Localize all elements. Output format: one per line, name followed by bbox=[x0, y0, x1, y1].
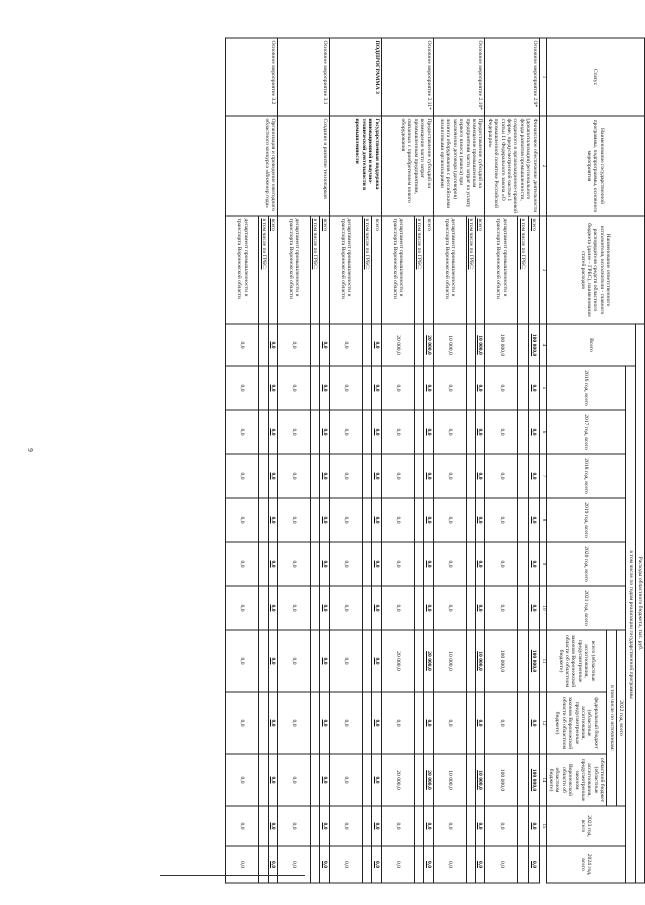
row-source-label: департамент промышленности и транспорта Воронежской области bbox=[485, 216, 518, 324]
header-source-name: Наименование ответственного исполнителя, исполнителя - главного распорядителя средств областного бюджета (далее - ГРБС), наименование статей расходов bbox=[546, 216, 644, 324]
value-cell bbox=[311, 454, 320, 498]
value-cell: 0,0 bbox=[372, 542, 381, 586]
header-by-years: в том числе по годам реализации государственной программы bbox=[626, 366, 635, 883]
value-cell: 0,0 bbox=[381, 454, 414, 498]
row-status: Основное мероприятие 2.9* bbox=[485, 38, 539, 116]
value-cell: 20 000,0 bbox=[424, 324, 433, 366]
value-cell: 0,0 bbox=[226, 454, 259, 498]
value-cell bbox=[311, 542, 320, 586]
value-cell: 0,0 bbox=[226, 586, 259, 630]
value-cell: 0,0 bbox=[424, 410, 433, 454]
value-cell: 0,0 bbox=[424, 366, 433, 410]
table-row bbox=[268, 38, 277, 883]
value-cell: 0,0 bbox=[372, 410, 381, 454]
value-cell bbox=[311, 846, 320, 883]
value-cell bbox=[362, 542, 371, 586]
value-cell bbox=[362, 366, 371, 410]
header-2023: 2023 год, всего bbox=[546, 806, 626, 846]
value-cell: 0,0 bbox=[320, 498, 329, 542]
value-cell bbox=[362, 586, 371, 630]
value-cell: 0,0 bbox=[475, 692, 484, 754]
row-status: Основное мероприятие 2.11* bbox=[381, 38, 433, 116]
row-source-label: в том числе по ГРБС: bbox=[518, 216, 529, 324]
value-cell: 0,0 bbox=[475, 846, 484, 883]
value-cell: 0,0 bbox=[268, 454, 277, 498]
value-cell: 0,0 bbox=[329, 806, 362, 846]
value-cell: 0,0 bbox=[320, 692, 329, 754]
value-cell: 0,0 bbox=[529, 846, 540, 883]
value-cell bbox=[466, 630, 475, 692]
value-cell bbox=[518, 454, 529, 498]
value-cell bbox=[311, 324, 320, 366]
value-cell: 0,0 bbox=[278, 754, 311, 806]
value-cell bbox=[311, 630, 320, 692]
value-cell bbox=[466, 806, 475, 846]
value-cell: 0,0 bbox=[485, 692, 518, 754]
table-row bbox=[372, 38, 381, 883]
value-cell: 0,0 bbox=[329, 498, 362, 542]
value-cell bbox=[362, 754, 371, 806]
header-total: Всего bbox=[546, 324, 635, 366]
value-cell: 100 000,0 bbox=[529, 754, 540, 806]
value-cell: 0,0 bbox=[226, 806, 259, 846]
value-cell: 0,0 bbox=[529, 410, 540, 454]
row-status: ПОДПРОГРАММА 3 bbox=[329, 38, 381, 116]
value-cell: 0,0 bbox=[268, 630, 277, 692]
value-cell: 10 000,0 bbox=[475, 754, 484, 806]
value-cell bbox=[518, 542, 529, 586]
header-2022-reg: областной бюджет (областные ассигнования, предусмотренные законом Воронежской области об областном бюджете) bbox=[546, 754, 607, 806]
header-2019: 2019 год, всего bbox=[546, 498, 626, 542]
value-cell bbox=[259, 630, 268, 692]
row-program-name: Государственная поддержка инновационной и научно-технической деятельности в промышленности bbox=[329, 116, 381, 216]
value-cell: 0,0 bbox=[475, 586, 484, 630]
value-cell: 20 000,0 bbox=[381, 754, 414, 806]
value-cell: 0,0 bbox=[433, 692, 466, 754]
value-cell: 0,0 bbox=[372, 454, 381, 498]
value-cell bbox=[259, 692, 268, 754]
value-cell bbox=[259, 410, 268, 454]
row-source-label: в том числе по ГРБС: bbox=[466, 216, 475, 324]
value-cell: 100 000,0 bbox=[485, 324, 518, 366]
row-source-label: всего bbox=[268, 216, 277, 324]
value-cell: 0,0 bbox=[268, 498, 277, 542]
value-cell: 0,0 bbox=[226, 324, 259, 366]
row-source-label: в том числе по ГРБС: bbox=[414, 216, 423, 324]
value-cell: 0,0 bbox=[529, 692, 540, 754]
value-cell bbox=[311, 754, 320, 806]
value-cell: 0,0 bbox=[475, 410, 484, 454]
value-cell: 0,0 bbox=[329, 692, 362, 754]
row-source-label: всего bbox=[475, 216, 484, 324]
value-cell: 0,0 bbox=[320, 806, 329, 846]
value-cell bbox=[362, 498, 371, 542]
column-number: 9 bbox=[539, 542, 546, 586]
row-source-label: департамент промышленности и транспорта Воронежской области bbox=[329, 216, 362, 324]
header-2020: 2020 год, всего bbox=[546, 542, 626, 586]
value-cell bbox=[259, 806, 268, 846]
value-cell: 0,0 bbox=[268, 542, 277, 586]
value-cell: 0,0 bbox=[381, 410, 414, 454]
value-cell: 0,0 bbox=[320, 366, 329, 410]
header-2022-incl: в том числе по источникам: bbox=[608, 631, 616, 806]
value-cell bbox=[259, 846, 268, 883]
row-source-label: в том числе по ГРБС: bbox=[259, 216, 268, 324]
value-cell bbox=[414, 754, 423, 806]
header-2018: 2018 год, всего bbox=[546, 454, 626, 498]
value-cell: 0,0 bbox=[320, 324, 329, 366]
header-status: Статус bbox=[546, 38, 644, 116]
value-cell bbox=[466, 846, 475, 883]
value-cell: 0,0 bbox=[329, 846, 362, 883]
value-cell: 100 000,0 bbox=[485, 630, 518, 692]
header-2022-fed: федеральный бюджет (областные ассигнования, предусмотренные законом Воронежской области об областном бюджете) bbox=[546, 692, 607, 754]
header-program-name: Наименование государственной программы, подпрограммы, основного мероприятия bbox=[546, 116, 644, 216]
value-cell bbox=[414, 630, 423, 692]
value-cell bbox=[414, 454, 423, 498]
value-cell bbox=[259, 542, 268, 586]
value-cell: 0,0 bbox=[268, 806, 277, 846]
value-cell: 0,0 bbox=[372, 366, 381, 410]
value-cell bbox=[311, 410, 320, 454]
value-cell bbox=[518, 366, 529, 410]
value-cell: 0,0 bbox=[485, 366, 518, 410]
value-cell bbox=[414, 806, 423, 846]
column-number: 5 bbox=[539, 366, 546, 410]
value-cell: 0,0 bbox=[372, 630, 381, 692]
column-number: 6 bbox=[539, 410, 546, 454]
header-2022-total: всего (областные ассигнования, предусмотренные законом Воронежской области об областном бюджете) bbox=[546, 630, 607, 692]
value-cell: 0,0 bbox=[320, 630, 329, 692]
value-cell: 0,0 bbox=[278, 692, 311, 754]
value-cell: 0,0 bbox=[320, 586, 329, 630]
value-cell bbox=[518, 410, 529, 454]
value-cell bbox=[311, 806, 320, 846]
value-cell: 0,0 bbox=[226, 410, 259, 454]
value-cell bbox=[518, 754, 529, 806]
value-cell: 0,0 bbox=[320, 454, 329, 498]
value-cell: 0,0 bbox=[329, 324, 362, 366]
value-cell bbox=[466, 754, 475, 806]
value-cell bbox=[414, 366, 423, 410]
value-cell: 0,0 bbox=[475, 542, 484, 586]
value-cell: 0,0 bbox=[433, 498, 466, 542]
value-cell: 0,0 bbox=[278, 542, 311, 586]
value-cell: 0,0 bbox=[424, 806, 433, 846]
value-cell: 0,0 bbox=[475, 498, 484, 542]
value-cell bbox=[259, 324, 268, 366]
value-cell: 0,0 bbox=[381, 586, 414, 630]
value-cell: 0,0 bbox=[372, 806, 381, 846]
value-cell: 20 000,0 bbox=[424, 754, 433, 806]
value-cell: 0,0 bbox=[381, 542, 414, 586]
row-source-label: всего bbox=[529, 216, 540, 324]
value-cell: 0,0 bbox=[226, 692, 259, 754]
value-cell: 0,0 bbox=[226, 630, 259, 692]
column-number: 2 bbox=[539, 116, 546, 216]
value-cell bbox=[518, 324, 529, 366]
value-cell: 20 000,0 bbox=[424, 630, 433, 692]
value-cell: 0,0 bbox=[329, 454, 362, 498]
value-cell bbox=[414, 586, 423, 630]
value-cell: 0,0 bbox=[529, 498, 540, 542]
row-source-label: департамент промышленности и транспорта Воронежской области bbox=[278, 216, 311, 324]
value-cell: 0,0 bbox=[278, 806, 311, 846]
row-source-label: всего bbox=[372, 216, 381, 324]
value-cell: 0,0 bbox=[268, 410, 277, 454]
value-cell: 0,0 bbox=[372, 754, 381, 806]
value-cell bbox=[362, 324, 371, 366]
value-cell: 100 000,0 bbox=[485, 754, 518, 806]
value-cell: 0,0 bbox=[226, 498, 259, 542]
column-number: 15 bbox=[539, 806, 546, 846]
row-program-name: Организация и проведение ежегодного областного конкурса «Инженер года» bbox=[226, 116, 278, 216]
value-cell: 10 000,0 bbox=[433, 630, 466, 692]
row-source-label: в том числе по ГРБС: bbox=[311, 216, 320, 324]
value-cell: 0,0 bbox=[226, 366, 259, 410]
value-cell: 0,0 bbox=[381, 366, 414, 410]
table-row bbox=[320, 38, 329, 883]
row-source-label: в том числе по ГРБС: bbox=[362, 216, 371, 324]
column-number: 1 bbox=[539, 38, 546, 116]
value-cell: 10 000,0 bbox=[475, 324, 484, 366]
value-cell bbox=[311, 692, 320, 754]
value-cell bbox=[311, 586, 320, 630]
value-cell: 0,0 bbox=[529, 806, 540, 846]
value-cell: 0,0 bbox=[381, 692, 414, 754]
value-cell bbox=[414, 498, 423, 542]
value-cell: 0,0 bbox=[278, 366, 311, 410]
value-cell: 0,0 bbox=[485, 542, 518, 586]
value-cell bbox=[518, 846, 529, 883]
page-number: 9 bbox=[26, 448, 34, 452]
value-cell bbox=[466, 586, 475, 630]
value-cell: 0,0 bbox=[278, 630, 311, 692]
value-cell: 0,0 bbox=[529, 542, 540, 586]
value-cell: 0,0 bbox=[424, 692, 433, 754]
value-cell bbox=[259, 366, 268, 410]
value-cell: 0,0 bbox=[485, 410, 518, 454]
row-source-label: департамент промышленности и транспорта Воронежской области bbox=[226, 216, 259, 324]
value-cell bbox=[362, 630, 371, 692]
header-2016: 2016 год, всего bbox=[546, 366, 626, 410]
value-cell bbox=[466, 454, 475, 498]
value-cell: 0,0 bbox=[372, 324, 381, 366]
value-cell: 0,0 bbox=[226, 846, 259, 883]
value-cell: 0,0 bbox=[485, 846, 518, 883]
value-cell: 0,0 bbox=[529, 586, 540, 630]
table-row bbox=[475, 38, 484, 883]
row-source-label: всего bbox=[424, 216, 433, 324]
value-cell: 0,0 bbox=[475, 806, 484, 846]
value-cell: 0,0 bbox=[320, 846, 329, 883]
value-cell: 10 000,0 bbox=[433, 324, 466, 366]
budget-table bbox=[225, 38, 645, 884]
row-status: Основное мероприятие 3.1 bbox=[278, 38, 330, 116]
column-number: 3 bbox=[539, 216, 546, 324]
value-cell: 0,0 bbox=[485, 498, 518, 542]
value-cell: 0,0 bbox=[424, 498, 433, 542]
header-2017: 2017 год, всего bbox=[546, 410, 626, 454]
value-cell: 0,0 bbox=[329, 754, 362, 806]
value-cell: 0,0 bbox=[320, 410, 329, 454]
value-cell: 0,0 bbox=[372, 586, 381, 630]
value-cell: 0,0 bbox=[529, 454, 540, 498]
value-cell bbox=[259, 454, 268, 498]
value-cell bbox=[362, 806, 371, 846]
value-cell: 10 000,0 bbox=[433, 754, 466, 806]
value-cell bbox=[518, 692, 529, 754]
value-cell: 0,0 bbox=[433, 806, 466, 846]
value-cell: 0,0 bbox=[424, 846, 433, 883]
value-cell: 0,0 bbox=[268, 324, 277, 366]
value-cell: 0,0 bbox=[475, 454, 484, 498]
value-cell: 0,0 bbox=[529, 366, 540, 410]
value-cell: 0,0 bbox=[268, 692, 277, 754]
row-status: Основное мероприятие 3.2 bbox=[226, 38, 278, 116]
value-cell: 0,0 bbox=[268, 754, 277, 806]
column-number: 10 bbox=[539, 586, 546, 630]
value-cell bbox=[518, 630, 529, 692]
value-cell bbox=[362, 846, 371, 883]
value-cell: 0,0 bbox=[329, 630, 362, 692]
value-cell: 100 000,0 bbox=[529, 630, 540, 692]
value-cell bbox=[414, 324, 423, 366]
value-cell: 0,0 bbox=[268, 366, 277, 410]
header-expenses-title: Расходы областного бюджета, тыс. руб. bbox=[635, 324, 644, 883]
table-row bbox=[529, 38, 540, 883]
value-cell: 0,0 bbox=[329, 542, 362, 586]
value-cell: 10 000,0 bbox=[475, 630, 484, 692]
value-cell: 0,0 bbox=[278, 324, 311, 366]
footnote-rule bbox=[160, 875, 305, 876]
value-cell bbox=[466, 366, 475, 410]
value-cell: 0,0 bbox=[433, 846, 466, 883]
value-cell bbox=[518, 586, 529, 630]
value-cell: 0,0 bbox=[329, 366, 362, 410]
value-cell bbox=[311, 498, 320, 542]
value-cell: 0,0 bbox=[329, 586, 362, 630]
row-source-label: департамент промышленности и транспорта Воронежской области bbox=[433, 216, 466, 324]
column-number: 7 bbox=[539, 454, 546, 498]
value-cell: 0,0 bbox=[372, 846, 381, 883]
table-row bbox=[424, 38, 433, 883]
value-cell bbox=[466, 410, 475, 454]
value-cell bbox=[466, 498, 475, 542]
value-cell: 0,0 bbox=[433, 366, 466, 410]
row-program-name: Предоставление субсидий на возмещение промышленным предприятиям части затрат на уплату первого взноса (аванса) при заключении договора (договоров) лизинга оборудования с российскими лизинговыми организациями bbox=[433, 116, 485, 216]
value-cell bbox=[414, 542, 423, 586]
value-cell: 0,0 bbox=[226, 542, 259, 586]
value-cell: 0,0 bbox=[278, 410, 311, 454]
table-body bbox=[226, 38, 540, 883]
header-2022-group bbox=[607, 630, 626, 806]
value-cell: 0,0 bbox=[424, 454, 433, 498]
value-cell bbox=[466, 542, 475, 586]
column-number: 8 bbox=[539, 498, 546, 542]
value-cell: 0,0 bbox=[381, 846, 414, 883]
value-cell bbox=[259, 586, 268, 630]
value-cell: 0,0 bbox=[433, 454, 466, 498]
value-cell: 0,0 bbox=[433, 410, 466, 454]
column-number: 12 bbox=[539, 692, 546, 754]
value-cell: 0,0 bbox=[381, 498, 414, 542]
value-cell: 0,0 bbox=[226, 754, 259, 806]
row-program-name: Создание и развитие технопарков bbox=[278, 116, 330, 216]
value-cell: 0,0 bbox=[475, 366, 484, 410]
value-cell: 0,0 bbox=[433, 586, 466, 630]
column-number: 4 bbox=[539, 324, 546, 366]
row-program-name: Финансовое обеспечение деятельности (докапитализация) регионального фонда развития промышленности, созданного в организационно-правовой форме, предусмотренной частью 1 статьи 11 Федерального закона «О промышленной политике Российской Федерации» bbox=[485, 116, 539, 216]
row-status: Основное мероприятие 2.10* bbox=[433, 38, 485, 116]
value-cell: 100 000,0 bbox=[529, 324, 540, 366]
value-cell bbox=[466, 324, 475, 366]
column-number: 11 bbox=[539, 630, 546, 692]
column-number-row bbox=[539, 38, 546, 883]
value-cell: 0,0 bbox=[485, 454, 518, 498]
value-cell: 0,0 bbox=[278, 586, 311, 630]
value-cell: 0,0 bbox=[278, 498, 311, 542]
value-cell bbox=[414, 846, 423, 883]
value-cell bbox=[518, 498, 529, 542]
row-source-label: департамент промышленности и транспорта Воронежской области bbox=[381, 216, 414, 324]
column-number: 14 bbox=[539, 754, 546, 806]
header-2022-label: 2022 год, всего bbox=[618, 700, 625, 736]
table-header bbox=[539, 38, 644, 883]
value-cell: 0,0 bbox=[424, 586, 433, 630]
value-cell: 0,0 bbox=[433, 542, 466, 586]
value-cell bbox=[414, 410, 423, 454]
value-cell: 0,0 bbox=[278, 846, 311, 883]
value-cell: 0,0 bbox=[268, 846, 277, 883]
value-cell: 20 000,0 bbox=[381, 324, 414, 366]
value-cell: 0,0 bbox=[424, 542, 433, 586]
row-source-label: всего bbox=[320, 216, 329, 324]
value-cell: 0,0 bbox=[268, 586, 277, 630]
row-program-name: Предоставление субсидий на возмещение части затрат промышленным предприятиям, связанных с приобретением нового оборудования bbox=[381, 116, 433, 216]
value-cell bbox=[362, 454, 371, 498]
value-cell: 0,0 bbox=[320, 754, 329, 806]
value-cell: 0,0 bbox=[320, 542, 329, 586]
value-cell bbox=[362, 410, 371, 454]
value-cell: 0,0 bbox=[372, 692, 381, 754]
value-cell bbox=[362, 692, 371, 754]
value-cell bbox=[311, 366, 320, 410]
value-cell: 0,0 bbox=[485, 806, 518, 846]
header-2021: 2021 год, всего bbox=[546, 586, 626, 630]
value-cell: 0,0 bbox=[372, 498, 381, 542]
value-cell bbox=[466, 692, 475, 754]
value-cell bbox=[259, 754, 268, 806]
value-cell: 0,0 bbox=[381, 806, 414, 846]
header-2024: 2024 год, всего bbox=[546, 846, 626, 883]
value-cell: 20 000,0 bbox=[381, 630, 414, 692]
value-cell bbox=[518, 806, 529, 846]
value-cell bbox=[414, 692, 423, 754]
budget-table-sheet bbox=[187, 38, 645, 883]
value-cell bbox=[259, 498, 268, 542]
value-cell: 0,0 bbox=[329, 410, 362, 454]
value-cell: 0,0 bbox=[485, 586, 518, 630]
value-cell: 0,0 bbox=[278, 454, 311, 498]
